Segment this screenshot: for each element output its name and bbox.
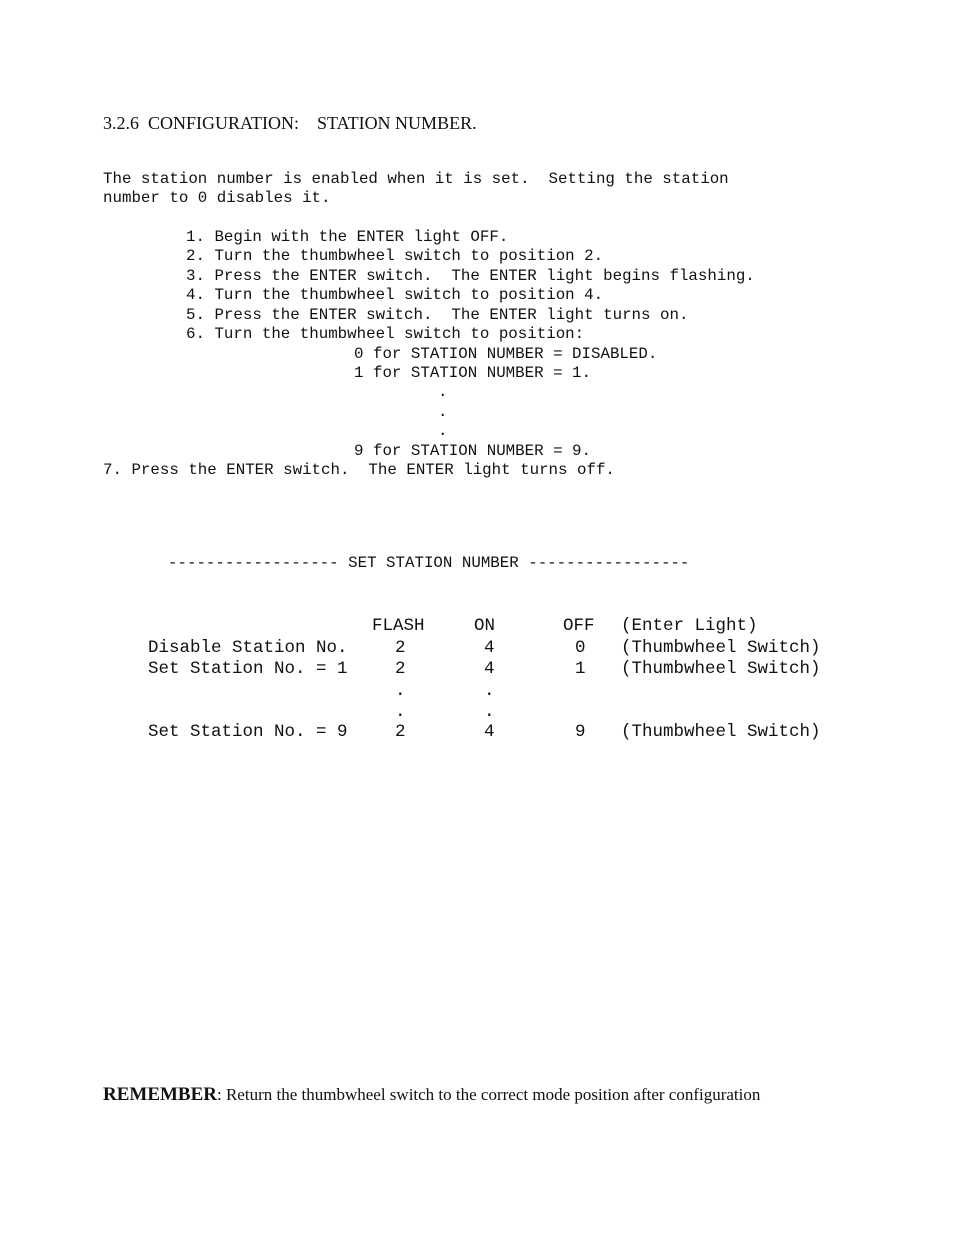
col-header-note: (Enter Light) [621, 616, 758, 636]
cell-off: 1 [575, 659, 586, 679]
cell-note: (Thumbwheel Switch) [621, 638, 821, 658]
step-item: 3. Press the ENTER switch. The ENTER light begins flashing. [186, 267, 755, 285]
cell-note: (Thumbwheel Switch) [621, 659, 821, 679]
cell-off: 9 [575, 722, 586, 742]
ellipsis-dot: . [438, 403, 448, 421]
table-title: ------------------ SET STATION NUMBER ----------------- [168, 554, 690, 572]
row-label: Set Station No. = 1 [148, 659, 348, 679]
step-item: 7. Press the ENTER switch. The ENTER light turns off. [103, 461, 615, 479]
ellipsis-dot: . [438, 383, 448, 401]
cell-on: 4 [484, 659, 495, 679]
col-header-flash: FLASH [372, 616, 425, 636]
position-option: 0 for STATION NUMBER = DISABLED. [354, 345, 658, 363]
section-heading: 3.2.6 CONFIGURATION: STATION NUMBER. [103, 113, 477, 133]
cell-note: (Thumbwheel Switch) [621, 722, 821, 742]
cell-flash: 2 [395, 722, 406, 742]
remember-text: : Return the thumbwheel switch to the correct mode position after configuration [217, 1085, 761, 1104]
position-option: 1 for STATION NUMBER = 1. [354, 364, 591, 382]
step-item: 4. Turn the thumbwheel switch to position 4. [186, 286, 604, 304]
step-item: 2. Turn the thumbwheel switch to position 2. [186, 247, 604, 265]
row-label: Disable Station No. [148, 638, 348, 658]
ellipsis-dot: . [438, 422, 448, 440]
cell-flash: . [395, 681, 406, 701]
remember-note [103, 1084, 760, 1106]
step-item: 5. Press the ENTER switch. The ENTER light turns on. [186, 306, 689, 324]
position-option: 9 for STATION NUMBER = 9. [354, 442, 591, 460]
cell-flash: 2 [395, 659, 406, 679]
remember-label: REMEMBER [103, 1084, 217, 1105]
cell-flash: . [395, 702, 406, 722]
col-header-on: ON [474, 616, 496, 636]
intro-line: number to 0 disables it. [103, 189, 331, 207]
cell-on: . [484, 702, 495, 722]
step-item: 6. Turn the thumbwheel switch to position: [186, 325, 585, 343]
cell-on: 4 [484, 722, 495, 742]
step-item: 1. Begin with the ENTER light OFF. [186, 228, 509, 246]
cell-on: . [484, 681, 495, 701]
col-header-off: OFF [563, 616, 595, 636]
cell-off: 0 [575, 638, 586, 658]
row-label: Set Station No. = 9 [148, 722, 348, 742]
intro-line: The station number is enabled when it is set. Setting the station [103, 170, 729, 188]
cell-on: 4 [484, 638, 495, 658]
cell-flash: 2 [395, 638, 406, 658]
